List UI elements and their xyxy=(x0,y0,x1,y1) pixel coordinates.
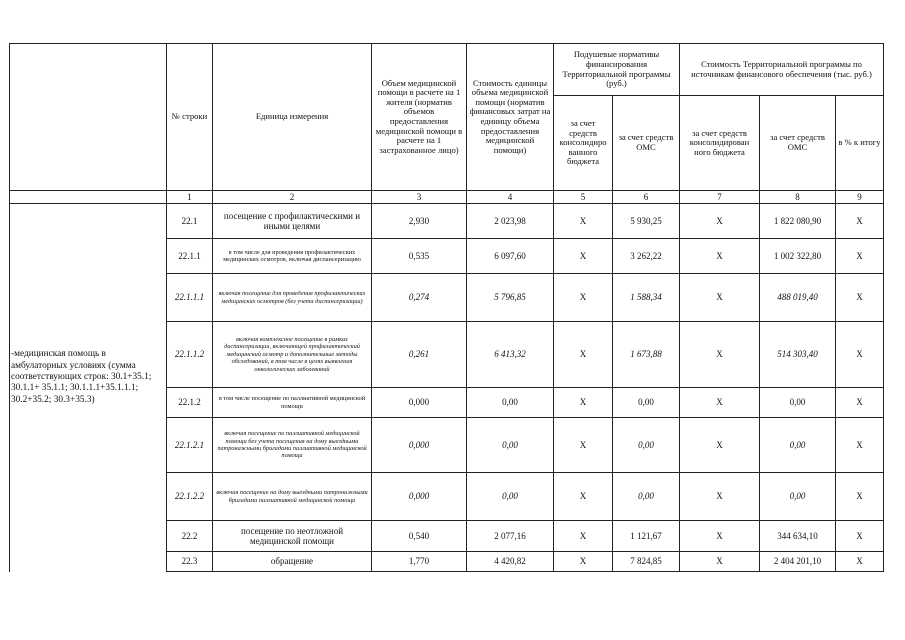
row-cost-oms: 488 019,40 xyxy=(760,274,836,322)
header-unit: Единица измерения xyxy=(213,44,372,191)
group-label-continuation xyxy=(10,552,167,572)
row-no: 22.2 xyxy=(167,521,213,552)
row-no: 22.1.1 xyxy=(167,239,213,274)
row-per-capita-budget: X xyxy=(554,388,613,418)
row-cost-oms: 1 002 322,80 xyxy=(760,239,836,274)
column-number: 3 xyxy=(372,191,467,204)
row-cost: 0,00 xyxy=(467,388,554,418)
column-number: 2 xyxy=(213,191,372,204)
row-volume: 1,770 xyxy=(372,552,467,572)
document-page xyxy=(9,43,884,572)
header-per-capita: Подушевые нормативы финансирования Территориальной программы (руб.) xyxy=(554,44,680,96)
row-unit: в том числе для проведения профилактических медицинских осмотров, включая диспансеризацию xyxy=(213,239,372,274)
row-per-capita-oms: 3 262,22 xyxy=(613,239,680,274)
header-cost-program: Стоимость Территориальной программы по источникам финансового обеспечения (тыс. руб.) xyxy=(680,44,884,96)
header-oms: за счет средств ОМС xyxy=(613,96,680,191)
column-number: 9 xyxy=(836,191,884,204)
row-cost-budget: X xyxy=(680,274,760,322)
row-volume: 0,000 xyxy=(372,418,467,473)
row-volume: 0,000 xyxy=(372,388,467,418)
row-pct: X xyxy=(836,239,884,274)
row-no: 22.1.2 xyxy=(167,388,213,418)
row-cost-budget: X xyxy=(680,473,760,521)
row-per-capita-budget: X xyxy=(554,521,613,552)
row-per-capita-oms: 1 121,67 xyxy=(613,521,680,552)
row-cost: 0,00 xyxy=(467,473,554,521)
row-pct: X xyxy=(836,473,884,521)
table-row xyxy=(10,552,884,572)
row-no: 22.1.1.1 xyxy=(167,274,213,322)
row-pct: X xyxy=(836,274,884,322)
row-pct: X xyxy=(836,552,884,572)
column-number: 4 xyxy=(467,191,554,204)
row-cost: 5 796,85 xyxy=(467,274,554,322)
row-per-capita-oms: 1 588,34 xyxy=(613,274,680,322)
row-pct: X xyxy=(836,418,884,473)
row-per-capita-budget: X xyxy=(554,473,613,521)
row-no: 22.1.1.2 xyxy=(167,322,213,388)
row-cost-budget: X xyxy=(680,239,760,274)
row-volume: 0,261 xyxy=(372,322,467,388)
header-budget: за счет средств консолидиро ванного бюджета xyxy=(554,96,613,191)
row-pct: X xyxy=(836,204,884,239)
row-no: 22.3 xyxy=(167,552,213,572)
group-label: -медицинская помощь в амбулаторных условиях (сумма соответствующих строк: 30.1+35.1; 30.1.1+ 35.1.1; 30.1.1.1+35.1.1.1; 30.2+35.2; 30.3+35.3) xyxy=(10,204,167,552)
row-unit: включая посещение на дому выездными патронажными бригадами паллиативной медицинской помощи xyxy=(213,473,372,521)
column-number: 7 xyxy=(680,191,760,204)
row-volume: 0,000 xyxy=(372,473,467,521)
row-volume: 0,274 xyxy=(372,274,467,322)
row-per-capita-oms: 7 824,85 xyxy=(613,552,680,572)
row-cost-budget: X xyxy=(680,521,760,552)
row-per-capita-budget: X xyxy=(554,322,613,388)
row-cost-oms: 0,00 xyxy=(760,473,836,521)
row-unit: включая комплексное посещение в рамках диспансеризации, включающей профилактический медицинский осмотр и дополнительные методы обследований, в том числе в целях выявления онкологических заболеваний xyxy=(213,322,372,388)
row-cost: 2 023,98 xyxy=(467,204,554,239)
row-per-capita-oms: 5 930,25 xyxy=(613,204,680,239)
row-unit: включая посещение по паллиативной медицинской помощи без учета посещения на дому выездными патронажными бригадами паллиативной медицинской помощи xyxy=(213,418,372,473)
row-cost-budget: X xyxy=(680,388,760,418)
row-pct: X xyxy=(836,322,884,388)
row-cost-oms: 0,00 xyxy=(760,388,836,418)
header-pct: в % к итогу xyxy=(836,96,884,191)
row-cost: 2 077,16 xyxy=(467,521,554,552)
header-volume: Объем медицинской помощи в расчете на 1 жителя (норматив объемов предоставления медицинской помощи в расчете на 1 застрахованное лицо) xyxy=(372,44,467,191)
row-unit: обращение xyxy=(213,552,372,572)
row-volume: 0,535 xyxy=(372,239,467,274)
row-volume: 0,540 xyxy=(372,521,467,552)
row-per-capita-budget: X xyxy=(554,204,613,239)
row-no: 22.1.2.2 xyxy=(167,473,213,521)
row-pct: X xyxy=(836,388,884,418)
row-cost-oms: 344 634,10 xyxy=(760,521,836,552)
row-unit: включая посещение для проведения профилактических медицинских осмотров (без учета диспансеризации) xyxy=(213,274,372,322)
row-no: 22.1.2.1 xyxy=(167,418,213,473)
row-unit: в том числе посещение по паллиативной медицинской помощи xyxy=(213,388,372,418)
row-cost-oms: 2 404 201,10 xyxy=(760,552,836,572)
column-number: 6 xyxy=(613,191,680,204)
column-number: 8 xyxy=(760,191,836,204)
row-cost-budget: X xyxy=(680,322,760,388)
row-cost-budget: X xyxy=(680,418,760,473)
header-oms-2: за счет средств ОМС xyxy=(760,96,836,191)
row-per-capita-oms: 0,00 xyxy=(613,418,680,473)
row-cost: 4 420,82 xyxy=(467,552,554,572)
row-cost-oms: 514 303,40 xyxy=(760,322,836,388)
row-no: 22.1 xyxy=(167,204,213,239)
row-per-capita-oms: 0,00 xyxy=(613,473,680,521)
row-cost-budget: X xyxy=(680,552,760,572)
row-pct: X xyxy=(836,521,884,552)
row-cost-budget: X xyxy=(680,204,760,239)
header-row-no: № строки xyxy=(167,44,213,191)
program-cost-table xyxy=(9,43,884,572)
column-number: 1 xyxy=(167,191,213,204)
header-cost: Стоимость единицы объема медицинской помощи (норматив финансовых затрат на единицу объема предоставления медицинской помощи) xyxy=(467,44,554,191)
row-per-capita-oms: 0,00 xyxy=(613,388,680,418)
row-per-capita-budget: X xyxy=(554,239,613,274)
row-per-capita-oms: 1 673,88 xyxy=(613,322,680,388)
row-cost: 6 413,32 xyxy=(467,322,554,388)
row-cost: 0,00 xyxy=(467,418,554,473)
row-volume: 2,930 xyxy=(372,204,467,239)
row-unit: посещение с профилактическими и иными целями xyxy=(213,204,372,239)
row-cost: 6 097,60 xyxy=(467,239,554,274)
row-unit: посещение по неотложной медицинской помощи xyxy=(213,521,372,552)
table-row xyxy=(10,204,884,239)
row-cost-oms: 1 822 080,90 xyxy=(760,204,836,239)
row-per-capita-budget: X xyxy=(554,418,613,473)
column-number: 5 xyxy=(554,191,613,204)
header-blank-cell xyxy=(10,44,167,191)
row-cost-oms: 0,00 xyxy=(760,418,836,473)
row-per-capita-budget: X xyxy=(554,552,613,572)
column-number xyxy=(10,191,167,204)
header-budget-2: за счет средств консолидирован ного бюджета xyxy=(680,96,760,191)
row-per-capita-budget: X xyxy=(554,274,613,322)
